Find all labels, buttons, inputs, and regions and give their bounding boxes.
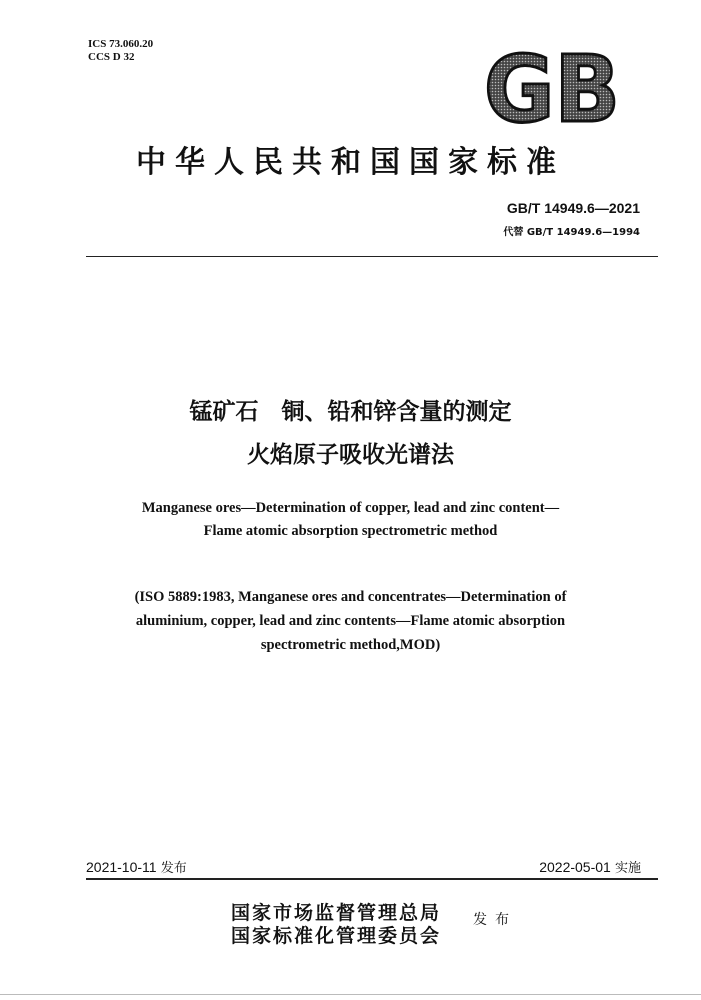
gb-logo xyxy=(482,42,622,128)
issuer-line-2: 国家标准化管理委员会 xyxy=(231,925,442,947)
ccs-code: CCS D 32 xyxy=(88,51,135,63)
title-en-line-1: Manganese ores—Determination of copper, lead and zinc content— xyxy=(141,500,560,516)
implement-label: 实施 xyxy=(614,861,641,876)
issue-date-block xyxy=(86,857,187,876)
gb-logo-letters: GB xyxy=(484,42,620,128)
classification-codes xyxy=(88,38,153,64)
implement-date: 2022-05-01 xyxy=(539,859,611,875)
standard-number: GB/T 14949.6—2021 xyxy=(506,200,640,216)
header-divider xyxy=(86,256,658,257)
replaces-note: 代替 GB/T 14949.6—1994 xyxy=(503,227,640,238)
page-bottom-edge xyxy=(0,994,701,995)
issuer-line-1: 国家市场监督管理总局 xyxy=(231,902,442,924)
footer-divider xyxy=(86,878,658,880)
iso-reference-line-1: (ISO 5889:1983, Manganese ores and concentrates—Determination of xyxy=(134,589,567,605)
issue-label: 发布 xyxy=(160,861,187,876)
ics-code: ICS 73.060.20 xyxy=(88,38,154,50)
iso-reference-line-2: aluminium, copper, lead and zinc contents—Flame atomic absorption xyxy=(135,613,566,629)
publish-label: 发布 xyxy=(473,912,517,928)
standard-name: 中华人民共和国国家标准 xyxy=(136,145,565,180)
title-en-line-2: Flame atomic absorption spectrometric method xyxy=(203,523,498,539)
implement-date-block xyxy=(539,857,641,876)
title-cn-line-2: 火焰原子吸收光谱法 xyxy=(247,442,454,468)
iso-reference-line-3: spectrometric method,MOD) xyxy=(260,637,441,653)
gb-logo-graphic xyxy=(482,42,622,128)
title-cn-line-1: 锰矿石 铜、铅和锌含量的测定 xyxy=(189,399,512,425)
issue-date: 2021-10-11 xyxy=(86,859,157,875)
